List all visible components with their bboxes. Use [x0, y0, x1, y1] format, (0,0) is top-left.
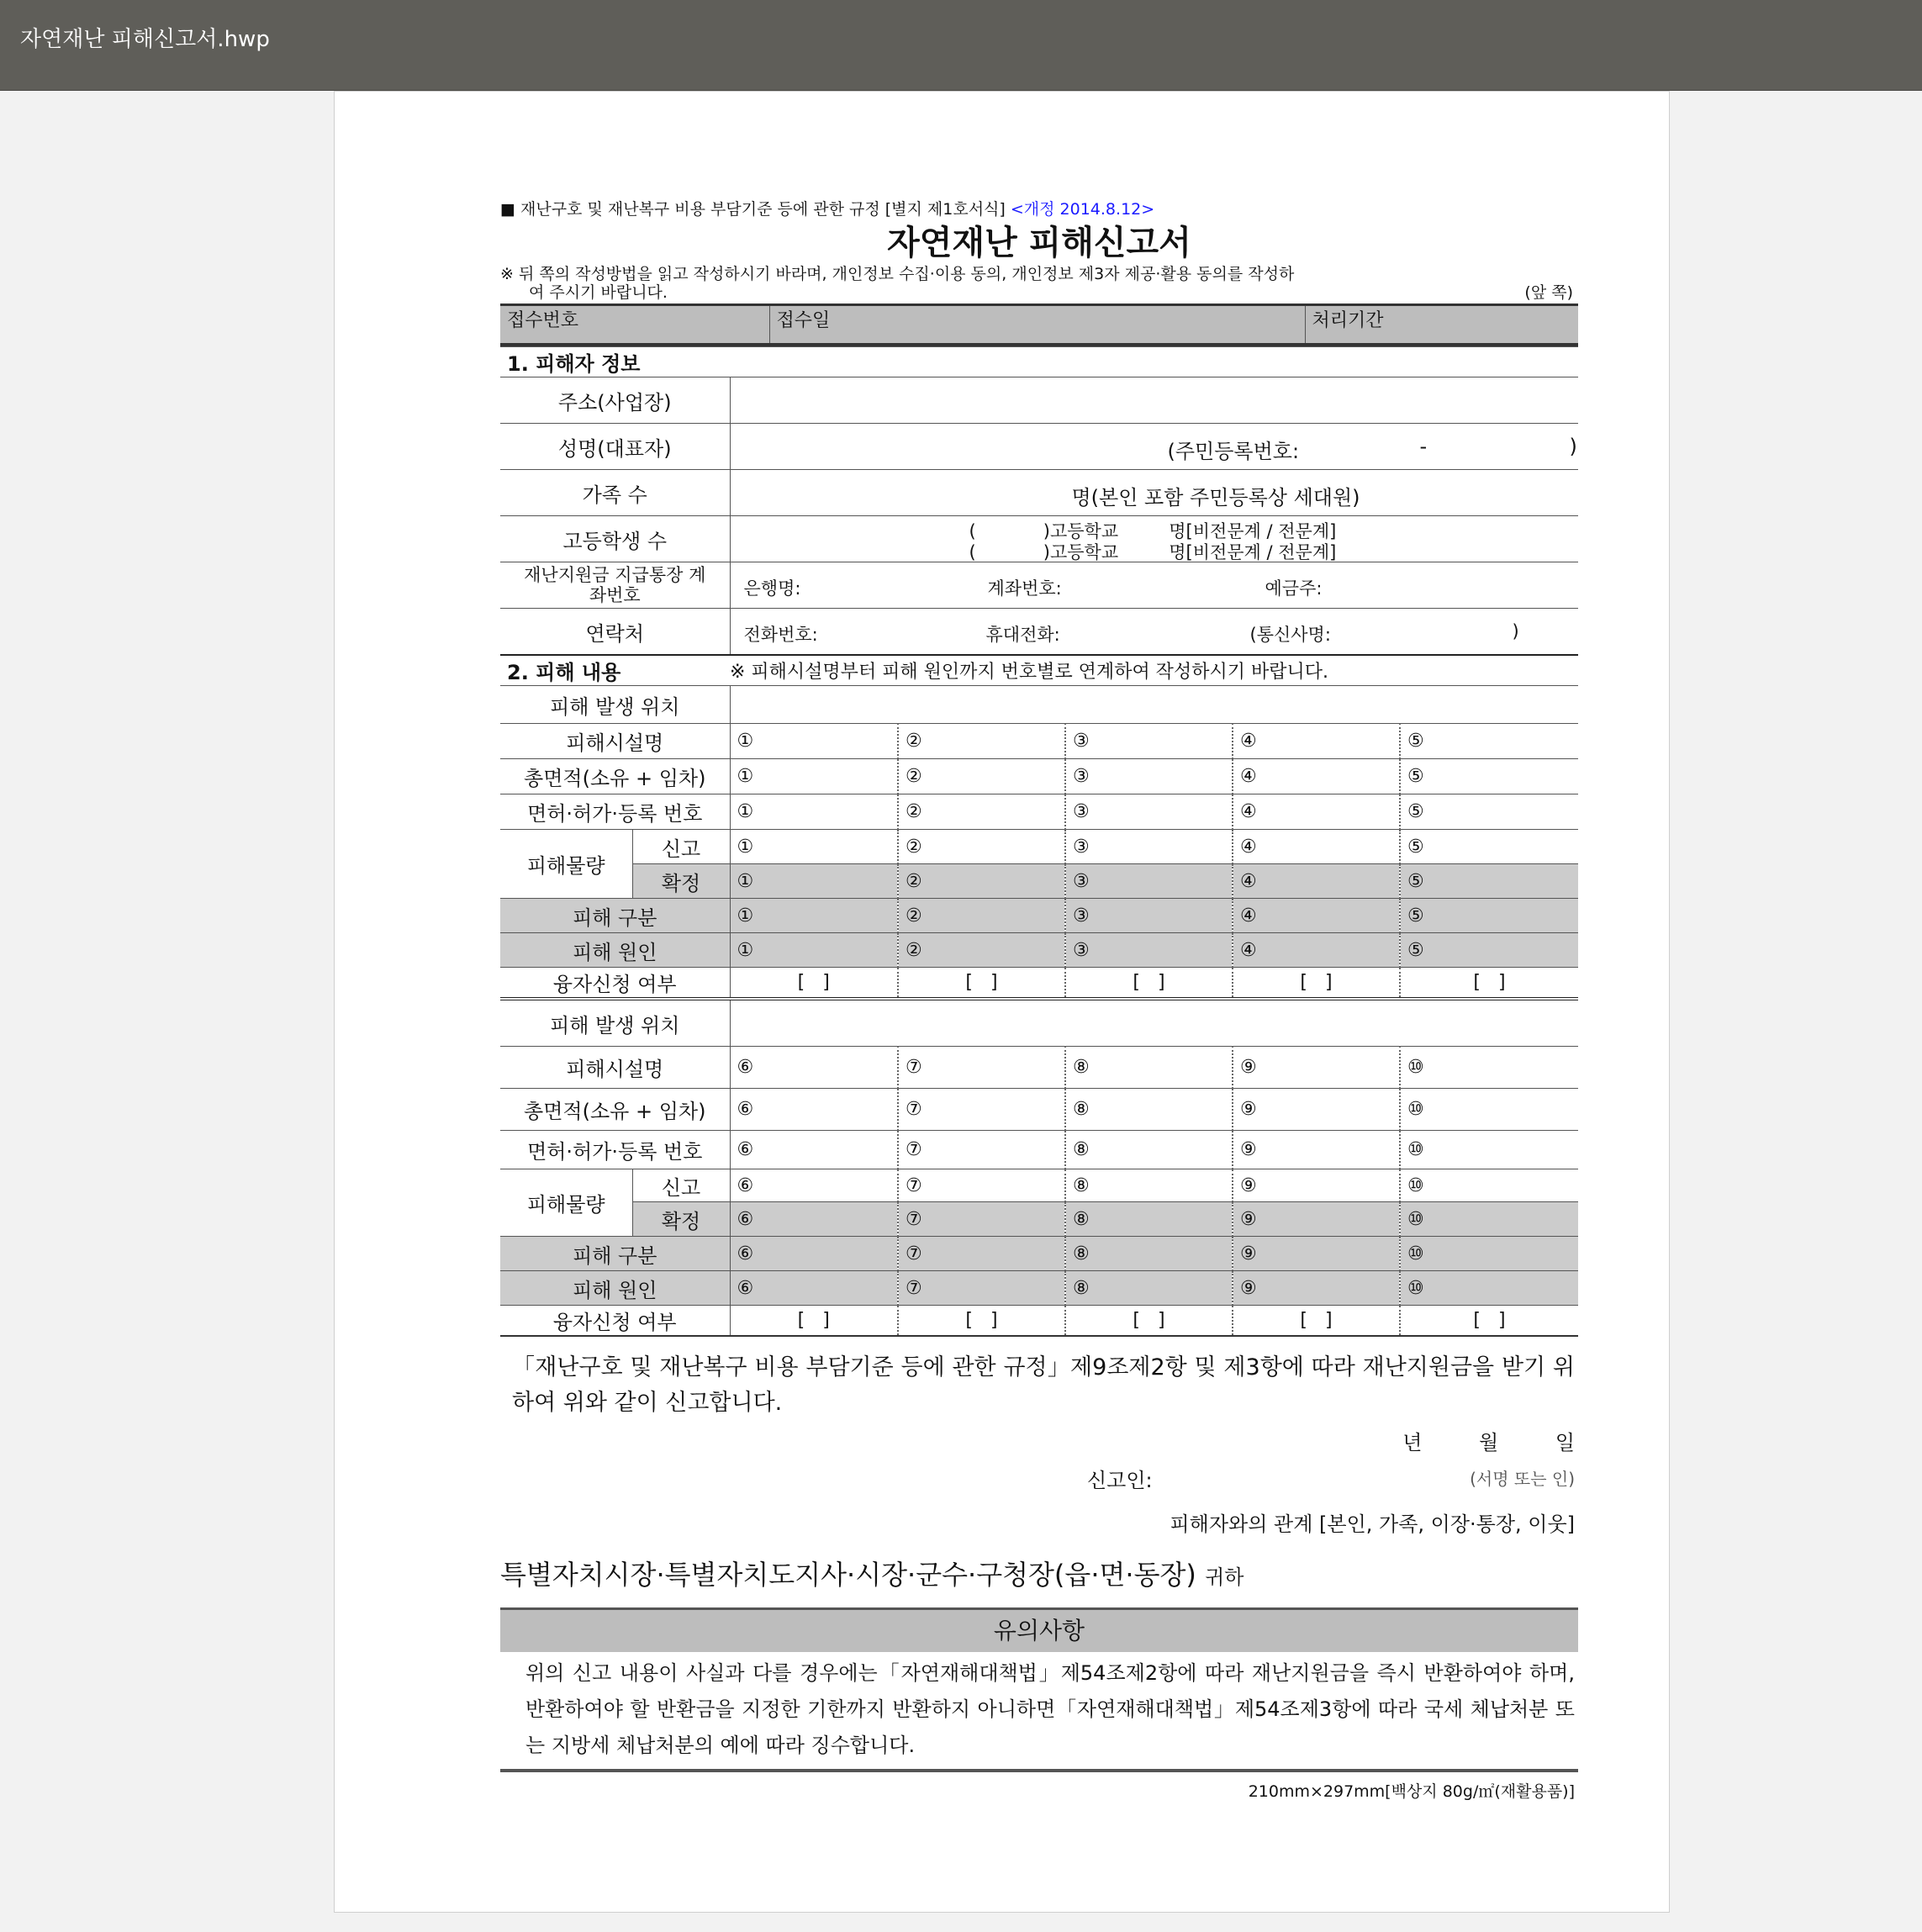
damage-cell[interactable]: ⑦: [898, 1237, 1065, 1271]
address-field[interactable]: [730, 377, 1578, 424]
regulation-line: [500, 198, 1578, 221]
damage-cell[interactable]: ⑨: [1233, 1237, 1400, 1271]
family-count-label: 가족 수: [500, 470, 730, 516]
loan-checkbox[interactable]: [ ]: [1065, 1306, 1233, 1337]
form-content: [500, 198, 1578, 1802]
damage-cell[interactable]: ④: [1233, 830, 1400, 864]
damage-cell[interactable]: ⑦: [898, 1169, 1065, 1202]
address-label: 주소(사업장): [500, 377, 730, 424]
account-label: [500, 562, 730, 609]
damage-cell[interactable]: ⑥: [730, 1169, 898, 1202]
section2-title: 2. 피해 내용: [500, 655, 730, 685]
carrier-close: ): [1512, 621, 1519, 641]
damage-cell[interactable]: ②: [898, 759, 1065, 794]
damage-cell[interactable]: ②: [898, 933, 1065, 968]
carrier-label: (통신사명:: [1249, 625, 1331, 645]
damage-cell[interactable]: ⑧: [1065, 1089, 1233, 1131]
damage-cell[interactable]: ⑨: [1233, 1169, 1400, 1202]
damage-category-label: 피해 구분: [500, 1237, 730, 1271]
damage-cell[interactable]: ②: [898, 794, 1065, 830]
damage-cell[interactable]: ②: [898, 864, 1065, 899]
damage-cell[interactable]: ⑧: [1065, 1169, 1233, 1202]
damage-cell[interactable]: ⑧: [1065, 1202, 1233, 1237]
quantity-confirm-label: 확정: [632, 864, 730, 899]
damage-cell[interactable]: ③: [1065, 830, 1233, 864]
loan-checkbox[interactable]: [ ]: [898, 1306, 1065, 1337]
license-number-label: 면허·허가·등록 번호: [500, 794, 730, 830]
damage-cell[interactable]: ⑧: [1065, 1271, 1233, 1306]
damage-cell[interactable]: ⑤: [1400, 830, 1578, 864]
reception-date-label: 접수일: [769, 305, 1305, 346]
phone-label: 전화번호:: [743, 625, 818, 645]
damage-cell[interactable]: ①: [730, 724, 898, 759]
high-school-count-label: 고등학생 수: [500, 516, 730, 562]
family-count-suffix: 명(본인 포함 주민등록상 세대원): [1071, 486, 1360, 509]
damage-cell[interactable]: ⑩: [1400, 1047, 1578, 1089]
damage-location-field[interactable]: [730, 999, 1578, 1047]
damage-cell[interactable]: ⑤: [1400, 724, 1578, 759]
damage-cell[interactable]: ⑦: [898, 1131, 1065, 1169]
damage-cell[interactable]: ④: [1233, 759, 1400, 794]
addressee-name: 특별자치시장·특별자치도지사·시장·군수·구청장(읍·면·동장): [500, 1559, 1196, 1591]
section1-title: 1. 피해자 정보: [500, 347, 1578, 377]
family-count-field[interactable]: [730, 470, 1578, 516]
loan-checkbox[interactable]: [ ]: [1400, 968, 1578, 998]
window-titlebar: [0, 0, 1922, 91]
damage-cell[interactable]: ③: [1065, 933, 1233, 968]
damage-cell[interactable]: ⑧: [1065, 1237, 1233, 1271]
damage-cell[interactable]: ③: [1065, 724, 1233, 759]
damage-cell[interactable]: ③: [1065, 759, 1233, 794]
damage-cell[interactable]: ④: [1233, 864, 1400, 899]
damage-cell[interactable]: ⑤: [1400, 899, 1578, 933]
account-holder-label: 예금주:: [1265, 578, 1323, 599]
damage-cell[interactable]: ①: [730, 864, 898, 899]
section2-note: ※ 피해시설명부터 피해 원인까지 번호별로 연계하여 작성하시기 바랍니다.: [730, 655, 1578, 685]
license-number-label: 면허·허가·등록 번호: [500, 1131, 730, 1169]
name-label: 성명(대표자): [500, 424, 730, 470]
damage-cell[interactable]: ⑨: [1233, 1271, 1400, 1306]
damage-cell[interactable]: ⑦: [898, 1271, 1065, 1306]
page-side-label: (앞 쪽): [1524, 283, 1573, 302]
damage-cell[interactable]: ④: [1233, 794, 1400, 830]
document-title: 자연재난 피해신고서: [887, 224, 1191, 262]
loan-checkbox[interactable]: [ ]: [730, 968, 898, 998]
instruction-note: [500, 265, 1578, 304]
quantity-confirm-label: 확정: [632, 1202, 730, 1237]
damage-cell[interactable]: ①: [730, 759, 898, 794]
damage-table-1: [500, 685, 1578, 997]
declaration-text: 「재난구호 및 재난복구 비용 부담기준 등에 관한 규정」제9조제2항 및 제3항에 따라 재난지원금을 받기 위하여 위와 같이 신고합니다.: [512, 1354, 1575, 1416]
addressee: [500, 1554, 1578, 1592]
damage-cell[interactable]: ⑧: [1065, 1131, 1233, 1169]
damage-category-label: 피해 구분: [500, 899, 730, 933]
damage-cell[interactable]: ⑩: [1400, 1202, 1578, 1237]
loan-request-label: 융자신청 여부: [500, 968, 730, 998]
damage-table-2: [500, 997, 1578, 1337]
damage-cell[interactable]: ⑦: [898, 1047, 1065, 1089]
damage-cell[interactable]: ⑨: [1233, 1089, 1400, 1131]
damage-cell[interactable]: ⑨: [1233, 1047, 1400, 1089]
damage-cell[interactable]: ⑩: [1400, 1089, 1578, 1131]
damage-cell[interactable]: ①: [730, 830, 898, 864]
contact-label: 연락처: [500, 609, 730, 656]
damage-cell[interactable]: ⑥: [730, 1271, 898, 1306]
high-school-field[interactable]: [730, 516, 1578, 562]
rrn-close: ): [1569, 435, 1577, 458]
damage-cell[interactable]: ⑤: [1400, 794, 1578, 830]
loan-checkbox[interactable]: [ ]: [898, 968, 1065, 998]
high-school-line-2: ( )고등학교 명[비전문계 / 전문계]: [969, 542, 1337, 562]
damage-cell[interactable]: ⑦: [898, 1202, 1065, 1237]
damage-cell[interactable]: ①: [730, 794, 898, 830]
damage-cell[interactable]: ⑩: [1400, 1169, 1578, 1202]
loan-checkbox[interactable]: [ ]: [1400, 1306, 1578, 1337]
damage-cell[interactable]: ⑥: [730, 1131, 898, 1169]
damage-cell[interactable]: ①: [730, 899, 898, 933]
revision-date: <개정 2014.8.12>: [1010, 200, 1155, 219]
bank-name-label: 은행명:: [743, 578, 801, 599]
contact-field[interactable]: [730, 609, 1578, 656]
reporter-label: 신고인:: [1087, 1469, 1153, 1492]
document-page: [334, 91, 1670, 1913]
paper-spec: 210mm×297mm[백상지 80g/㎡(재활용품)]: [1248, 1782, 1575, 1801]
victim-info-table: [500, 346, 1578, 685]
damage-cell[interactable]: ⑩: [1400, 1131, 1578, 1169]
damage-cell[interactable]: ⑤: [1400, 864, 1578, 899]
facility-name-label: 피해시설명: [500, 1047, 730, 1089]
damage-cell[interactable]: ③: [1065, 864, 1233, 899]
window-title: 자연재난 피해신고서.hwp: [20, 27, 270, 52]
damage-cell[interactable]: ④: [1233, 899, 1400, 933]
damage-quantity-label: 피해물량: [500, 830, 632, 899]
addressee-suffix: 귀하: [1205, 1565, 1244, 1589]
name-field[interactable]: [730, 424, 1578, 470]
damage-cell[interactable]: ⑤: [1400, 933, 1578, 968]
mobile-label: 휴대전화:: [985, 625, 1060, 645]
account-label-line-2: 좌번호: [589, 585, 641, 605]
loan-request-label: 융자신청 여부: [500, 1306, 730, 1337]
loan-checkbox[interactable]: [ ]: [1065, 968, 1233, 998]
damage-cell[interactable]: ⑦: [898, 1089, 1065, 1131]
report-date[interactable]: 년 월 일: [1402, 1431, 1575, 1454]
account-field[interactable]: [730, 562, 1578, 609]
reporter-signature: [500, 1464, 1578, 1496]
total-area-label: 총면적(소유 + 임차): [500, 1089, 730, 1131]
damage-cell[interactable]: ⑤: [1400, 759, 1578, 794]
damage-cell[interactable]: ①: [730, 933, 898, 968]
damage-cell[interactable]: ⑥: [730, 1089, 898, 1131]
loan-checkbox[interactable]: [ ]: [730, 1306, 898, 1337]
processing-period-label: 처리기간: [1305, 305, 1578, 346]
reception-number-label: 접수번호: [500, 305, 769, 346]
rrn-dash: -: [1419, 435, 1428, 458]
damage-cell[interactable]: ②: [898, 830, 1065, 864]
damage-cell[interactable]: ④: [1233, 933, 1400, 968]
high-school-line-1: ( )고등학교 명[비전문계 / 전문계]: [969, 521, 1337, 541]
damage-cell[interactable]: ④: [1233, 724, 1400, 759]
damage-cell[interactable]: ⑩: [1400, 1271, 1578, 1306]
damage-cell[interactable]: ⑨: [1233, 1131, 1400, 1169]
reception-table: [500, 304, 1578, 346]
signature-hint[interactable]: (서명 또는 인): [1470, 1469, 1575, 1489]
damage-cell[interactable]: ③: [1065, 899, 1233, 933]
regulation-text: ■ 재난구호 및 재난복구 비용 부담기준 등에 관한 규정 [별지 제1호서식]: [500, 200, 1006, 219]
damage-cause-label: 피해 원인: [500, 1271, 730, 1306]
damage-cell[interactable]: ⑥: [730, 1237, 898, 1271]
loan-checkbox[interactable]: [ ]: [1233, 968, 1400, 998]
note-line-1: ※ 뒤 쪽의 작성방법을 읽고 작성하시기 바라며, 개인정보 수집·이용 동의, 개인정보 제3자 제공·활용 동의를 작성하: [500, 265, 1295, 283]
damage-location-label: 피해 발생 위치: [500, 999, 730, 1047]
note-line-2: 여 주시기 바랍니다.: [529, 283, 668, 302]
damage-cell[interactable]: ②: [898, 724, 1065, 759]
facility-name-label: 피해시설명: [500, 724, 730, 759]
damage-cell[interactable]: ⑥: [730, 1047, 898, 1089]
total-area-label: 총면적(소유 + 임차): [500, 759, 730, 794]
damage-cell[interactable]: ⑩: [1400, 1237, 1578, 1271]
account-number-label: 계좌번호:: [987, 578, 1062, 599]
rrn-label: (주민등록번호:: [1167, 440, 1300, 463]
loan-checkbox[interactable]: [ ]: [1233, 1306, 1400, 1337]
quantity-report-label: 신고: [632, 830, 730, 864]
damage-location-field[interactable]: [730, 686, 1578, 724]
damage-cell[interactable]: ②: [898, 899, 1065, 933]
account-label-line-1: 재난지원금 지급통장 계: [524, 565, 706, 585]
relation-line: 피해자와의 관계 [본인, 가족, 이장·통장, 이웃]: [1170, 1512, 1575, 1536]
damage-cell[interactable]: ⑨: [1233, 1202, 1400, 1237]
damage-quantity-label: 피해물량: [500, 1169, 632, 1237]
damage-cell[interactable]: ⑥: [730, 1202, 898, 1237]
quantity-report-label: 신고: [632, 1169, 730, 1202]
notice-title: 유의사항: [500, 1607, 1578, 1652]
damage-cell[interactable]: ③: [1065, 794, 1233, 830]
damage-cause-label: 피해 원인: [500, 933, 730, 968]
damage-cell[interactable]: ⑧: [1065, 1047, 1233, 1089]
notice-body: 위의 신고 내용이 사실과 다를 경우에는「자연재해대책법」제54조제2항에 따라 재난지원금을 즉시 반환하여야 하며, 반환하여야 할 반환금을 지정한 기한까지 반환하지 아니하면「자연재해대책법」제54조제3항에 따라 국세 체납처분 또는 지방세 체납처분의 예에 따라 징수합니다.: [500, 1652, 1578, 1772]
damage-location-label: 피해 발생 위치: [500, 686, 730, 724]
